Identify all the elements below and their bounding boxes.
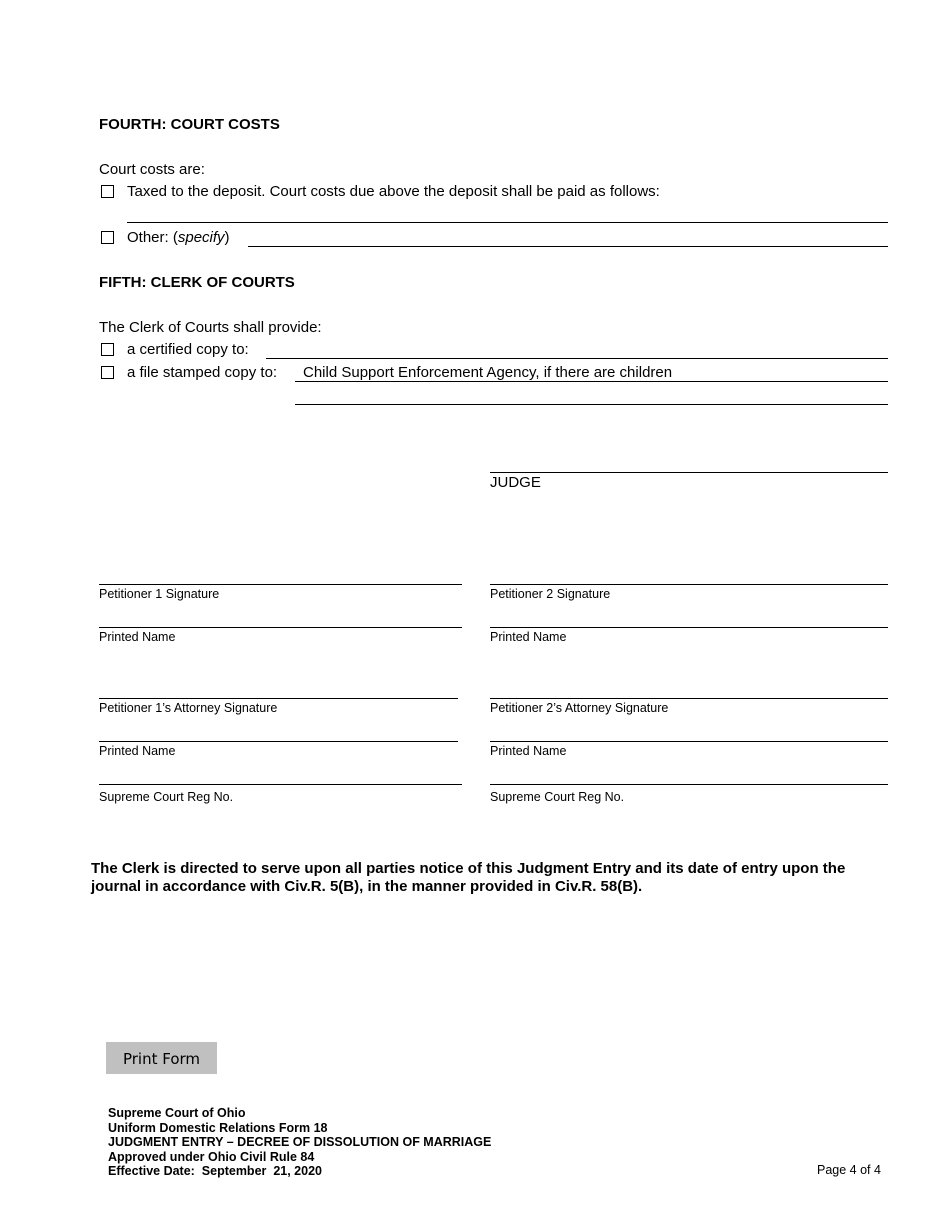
stamped-copy-checkbox[interactable] bbox=[101, 366, 114, 379]
clerk-notice: The Clerk is directed to serve upon all parties notice of this Judgment Entry and its date of entry upon the journal in accordance with Civ.R. 5(B), in the manner provided in Civ.R. 58(B). bbox=[91, 860, 846, 895]
certified-copy-checkbox[interactable] bbox=[101, 343, 114, 356]
stamped-copy-label: a file stamped copy to: bbox=[127, 364, 278, 381]
clerk-intro: The Clerk of Courts shall provide: bbox=[99, 319, 322, 336]
stamped-copy-underline bbox=[295, 381, 888, 382]
petitioner2-attorney-printed-name-field[interactable] bbox=[490, 741, 888, 742]
court-costs-payment-field[interactable] bbox=[127, 222, 888, 223]
judge-signature-line bbox=[490, 472, 888, 473]
petitioner1-printed-name-field[interactable] bbox=[99, 627, 462, 628]
petitioner1-attorney-signature-label: Petitioner 1’s Attorney Signature bbox=[99, 701, 278, 715]
petitioner1-reg-no-field[interactable] bbox=[99, 784, 462, 785]
judge-label: JUDGE bbox=[490, 474, 541, 491]
footer-court: Supreme Court of Ohio bbox=[108, 1106, 246, 1120]
petitioner2-signature-label: Petitioner 2 Signature bbox=[490, 587, 611, 601]
form-footer bbox=[108, 1106, 491, 1179]
other-costs-specify-field[interactable] bbox=[248, 246, 888, 247]
court-costs-intro: Court costs are: bbox=[99, 161, 205, 178]
petitioner2-printed-name-field[interactable] bbox=[490, 627, 888, 628]
footer-form-title: JUDGMENT ENTRY – DECREE OF DISSOLUTION OF MARRIAGE bbox=[108, 1135, 492, 1149]
petitioner2-attorney-printed-name-label: Printed Name bbox=[490, 744, 567, 758]
taxed-to-deposit-checkbox[interactable] bbox=[101, 185, 114, 198]
petitioner2-reg-no-field[interactable] bbox=[490, 784, 888, 785]
section-fifth-heading: FIFTH: CLERK OF COURTS bbox=[99, 274, 295, 291]
certified-copy-field[interactable] bbox=[266, 358, 888, 359]
petitioner2-printed-name-label: Printed Name bbox=[490, 630, 567, 644]
petitioner1-attorney-printed-name-field[interactable] bbox=[99, 741, 458, 742]
petitioner2-reg-no-label: Supreme Court Reg No. bbox=[490, 790, 625, 804]
petitioner1-printed-name-label: Printed Name bbox=[99, 630, 176, 644]
petitioner2-attorney-signature-label: Petitioner 2’s Attorney Signature bbox=[490, 701, 669, 715]
other-costs-checkbox[interactable] bbox=[101, 231, 114, 244]
petitioner1-attorney-signature-line bbox=[99, 698, 458, 699]
page-number: Page 4 of 4 bbox=[817, 1163, 881, 1177]
stamped-copy-additional-field[interactable] bbox=[295, 404, 888, 405]
other-costs-label: Other: (specify) bbox=[127, 229, 230, 246]
petitioner2-attorney-signature-line bbox=[490, 698, 888, 699]
footer-form-number: Uniform Domestic Relations Form 18 bbox=[108, 1120, 328, 1135]
certified-copy-label: a certified copy to: bbox=[127, 341, 249, 358]
petitioner1-attorney-printed-name-label: Printed Name bbox=[99, 744, 176, 758]
petitioner1-reg-no-label: Supreme Court Reg No. bbox=[99, 790, 234, 804]
print-form-button[interactable]: Print Form bbox=[106, 1042, 217, 1074]
footer-effective-date: Effective Date: September 21, 2020 bbox=[108, 1164, 322, 1178]
section-fourth-heading: FOURTH: COURT COSTS bbox=[99, 116, 280, 133]
footer-approval: Approved under Ohio Civil Rule 84 bbox=[108, 1149, 315, 1164]
stamped-copy-field[interactable]: Child Support Enforcement Agency, if there are children bbox=[303, 364, 673, 381]
taxed-to-deposit-label: Taxed to the deposit. Court costs due above the deposit shall be paid as follows: bbox=[127, 183, 660, 200]
petitioner2-signature-line bbox=[490, 584, 888, 585]
petitioner1-signature-label: Petitioner 1 Signature bbox=[99, 587, 220, 601]
petitioner1-signature-line bbox=[99, 584, 462, 585]
